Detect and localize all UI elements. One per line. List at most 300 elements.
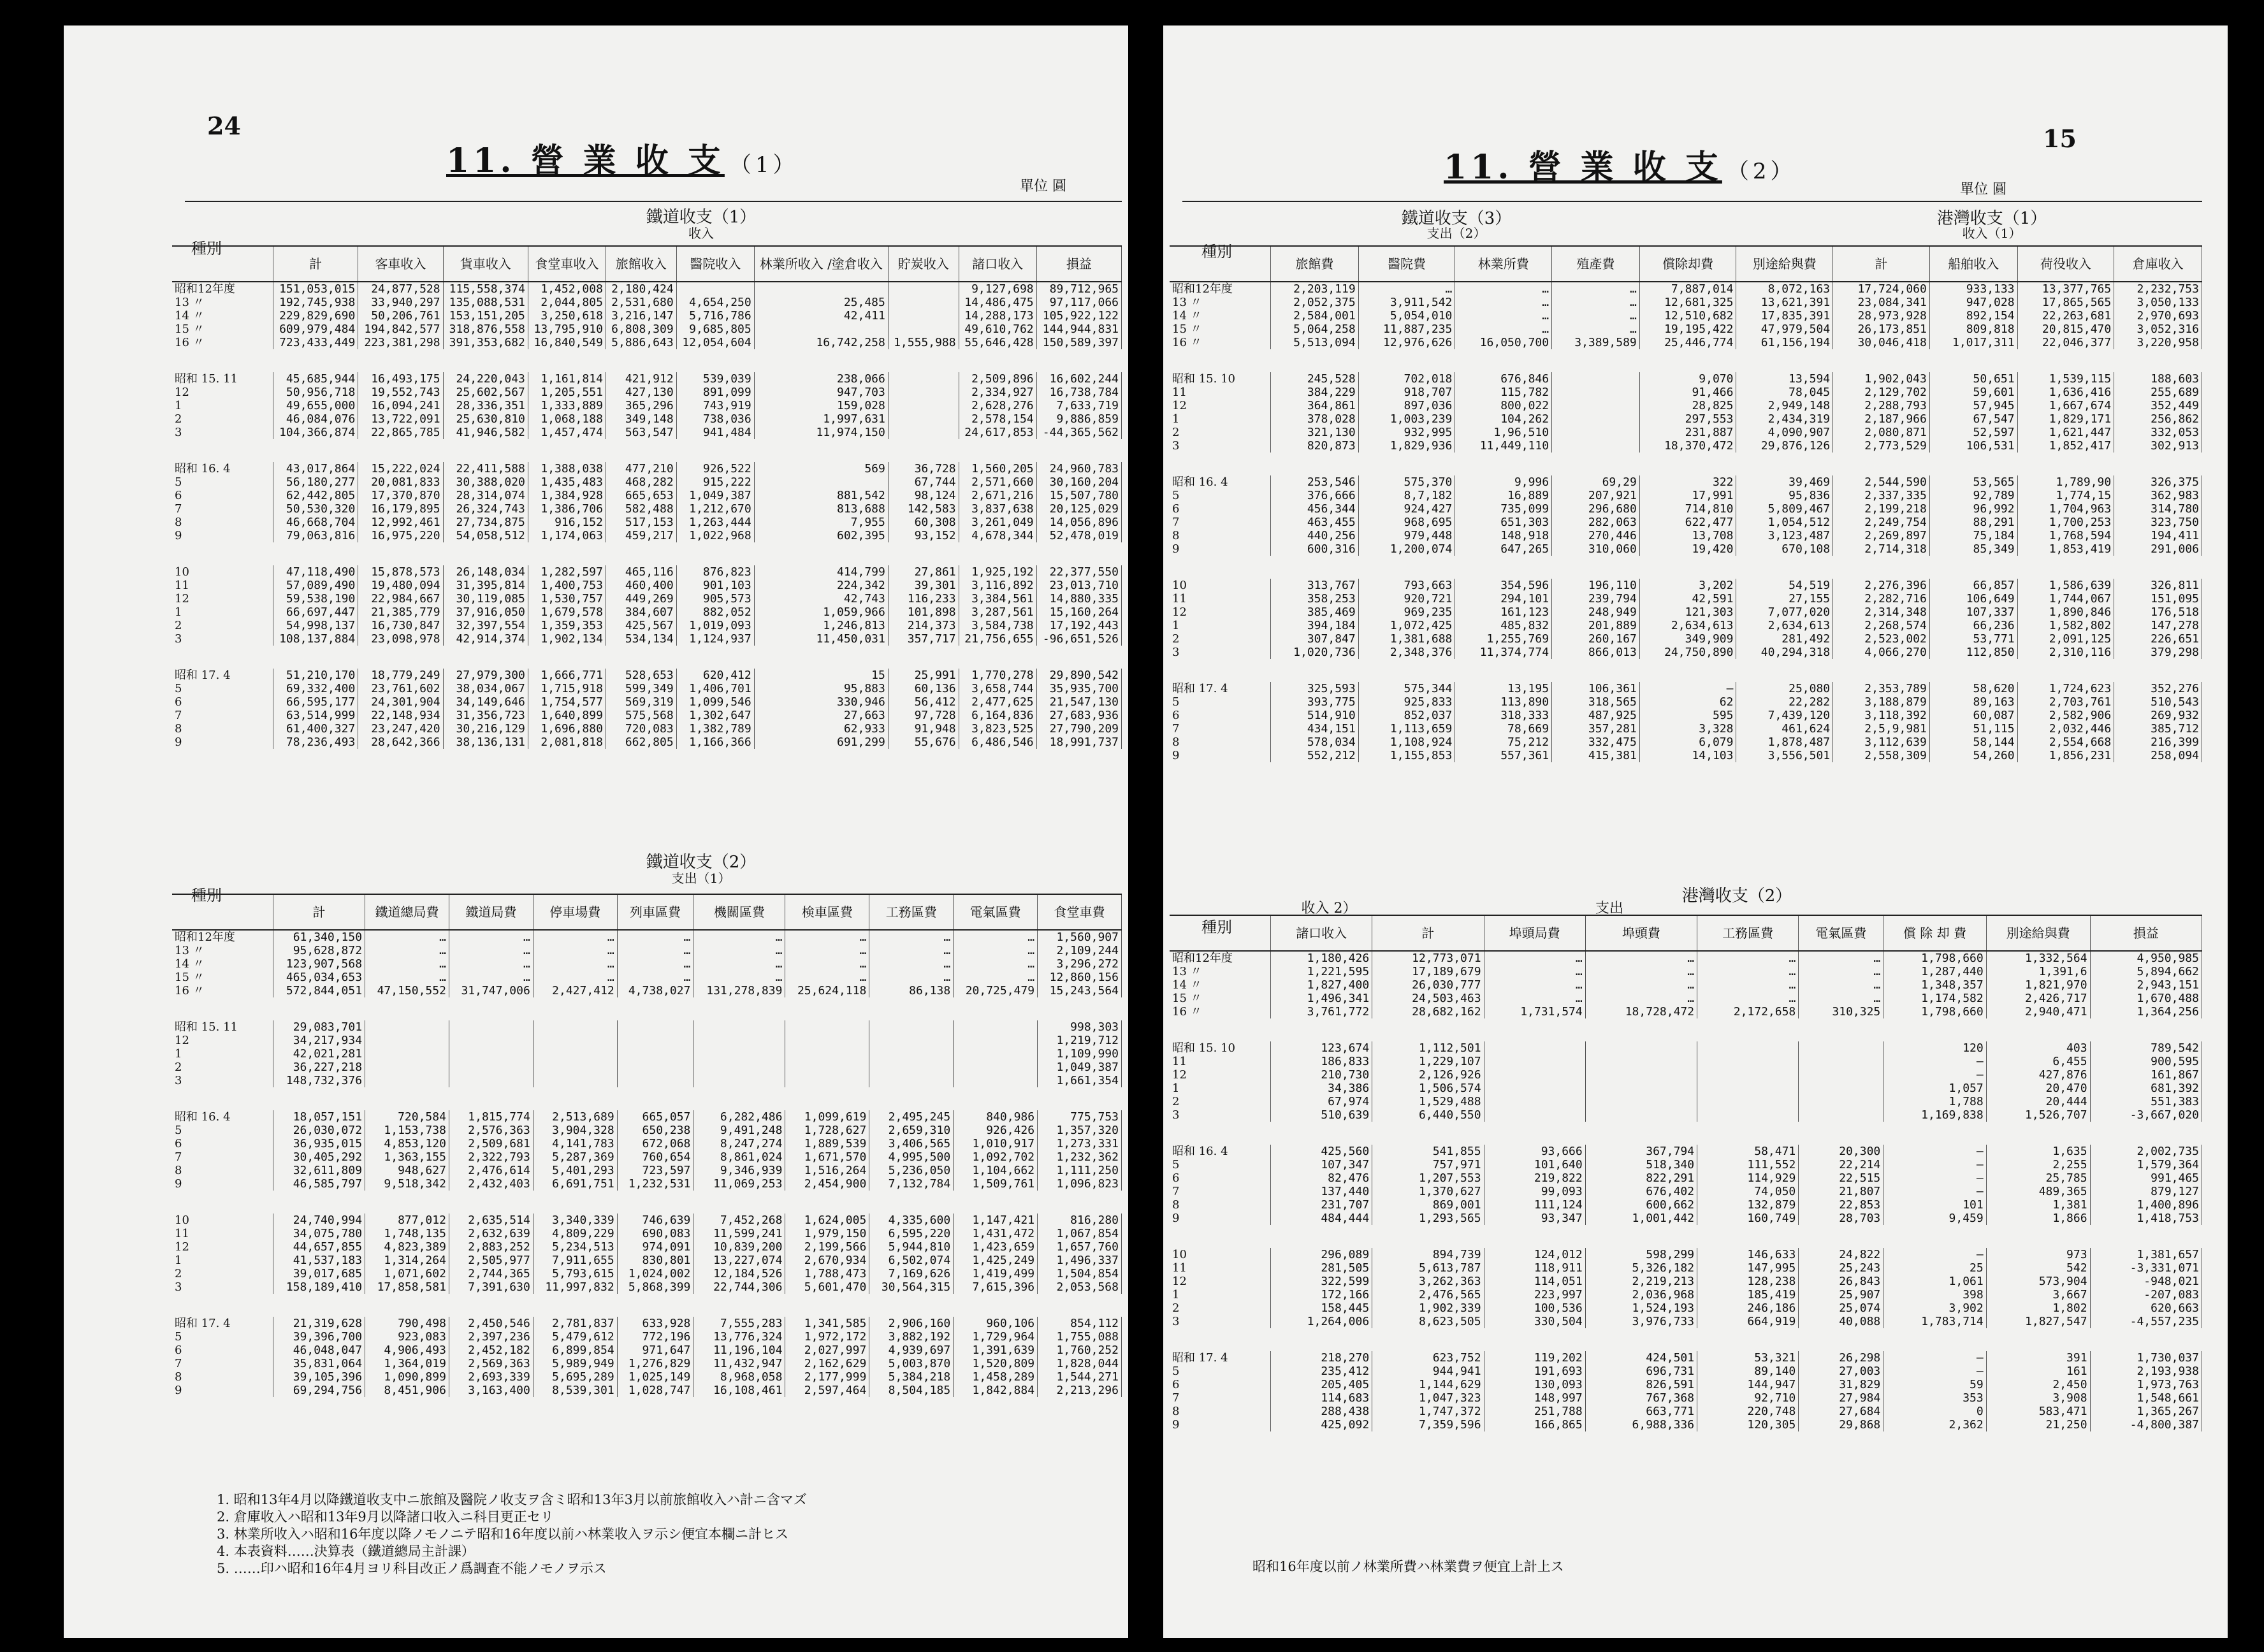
- table-cell: 487,925: [1552, 709, 1640, 722]
- table-row: [1170, 1068, 2202, 1082]
- table-cell: 52,597: [1929, 426, 2017, 439]
- table-cell: 24,617,853: [959, 426, 1036, 439]
- table-cell: 968,695: [1358, 516, 1455, 529]
- table-cell: 1,902,043: [1833, 372, 1930, 386]
- table-cell: 60,136: [888, 682, 959, 695]
- table-cell: 142,583: [888, 502, 959, 516]
- table-cell: 11,450,031: [754, 632, 888, 646]
- table-cell: 2,949,148: [1736, 399, 1833, 412]
- table-cell: 1,979,150: [785, 1227, 869, 1240]
- table-cell: 1,878,487: [1736, 735, 1833, 749]
- table-cell: 551,383: [2090, 1095, 2202, 1108]
- table-cell: 29,890,542: [1036, 669, 1121, 682]
- table-cell: 2,036,968: [1585, 1288, 1697, 1301]
- table-cell: 7,391,630: [449, 1280, 533, 1294]
- table-cell: 3,882,192: [869, 1330, 954, 1344]
- title-subtitle: （1）: [729, 152, 799, 178]
- table-cell: 19,195,422: [1639, 322, 1736, 336]
- table-cell: 1,504,854: [1038, 1267, 1122, 1280]
- table-cell: 0: [1883, 1405, 1986, 1418]
- table-cell: 79,063,816: [273, 529, 358, 542]
- table-cell: 2,081,818: [528, 735, 606, 749]
- table-cell: 352,449: [2114, 399, 2202, 412]
- header-row: [1170, 246, 2202, 282]
- table-cell: 923,083: [365, 1330, 449, 1344]
- table-cell: 1,636,416: [2017, 386, 2114, 399]
- table-cell: 16,179,895: [358, 502, 443, 516]
- table-cell: 3,761,772: [1271, 1005, 1372, 1018]
- table-cell: …: [1484, 951, 1585, 965]
- table-cell: 514,910: [1271, 709, 1359, 722]
- table-cell: [1585, 1108, 1697, 1122]
- table-cell: 2,276,396: [1833, 579, 1930, 592]
- column-header: 損益: [2090, 915, 2202, 951]
- column-header: 停車場費: [533, 894, 617, 930]
- table-cell: 25,080: [1736, 682, 1833, 695]
- table-cell: 6,808,309: [606, 322, 676, 336]
- table-cell: …: [1455, 282, 1552, 296]
- table-row: [172, 372, 1122, 386]
- table-cell: 421,912: [606, 372, 676, 386]
- table-row: [172, 516, 1122, 529]
- row-header: 種別: [1201, 243, 1232, 261]
- row-label: 5: [172, 682, 273, 695]
- table-cell: 7,955: [754, 516, 888, 529]
- table-cell: …: [785, 944, 869, 957]
- table-cell: 27,979,300: [443, 669, 528, 682]
- table-cell: 16,602,244: [1036, 372, 1121, 386]
- table-cell: 59: [1883, 1378, 1986, 1391]
- spacer-cell: [1170, 1018, 2202, 1041]
- table-cell: 2,635,514: [449, 1214, 533, 1227]
- table-cell: 583,471: [1986, 1405, 2090, 1418]
- table-cell: 1,530,757: [528, 592, 606, 605]
- table-cell: 148,732,376: [273, 1074, 365, 1087]
- table-cell: 2,883,252: [449, 1240, 533, 1254]
- table-cell: …: [1358, 282, 1455, 296]
- table-cell: 26,298: [1799, 1351, 1883, 1365]
- table-cell: …: [449, 930, 533, 944]
- table-cell: 16,742,258: [754, 336, 888, 349]
- table-cell: 201,889: [1552, 619, 1640, 632]
- row-spacer: [1170, 1122, 2202, 1145]
- table-cell: 13,621,391: [1736, 296, 1833, 309]
- table-cell: 21,756,655: [959, 632, 1036, 646]
- table-cell: 670,108: [1736, 542, 1833, 556]
- spacer-cell: [1170, 349, 2202, 372]
- row-label: 8: [172, 516, 273, 529]
- table-cell: 22,148,934: [358, 709, 443, 722]
- table-cell: 901,103: [676, 579, 754, 592]
- table-row: [1170, 1315, 2202, 1328]
- table-cell: 1,423,659: [954, 1240, 1038, 1254]
- table-cell: …: [449, 944, 533, 957]
- table-cell: 89,163: [1929, 695, 2017, 709]
- table-cell: 2,314,348: [1833, 605, 1930, 619]
- table-cell: 55,676: [888, 735, 959, 749]
- table-cell: 318,333: [1455, 709, 1552, 722]
- table-cell: 14,056,896: [1036, 516, 1121, 529]
- table-cell: 47,979,504: [1736, 322, 1833, 336]
- column-header: 電氣區費: [1799, 915, 1883, 951]
- table-row: [1170, 309, 2202, 322]
- table-cell: 30,046,418: [1833, 336, 1930, 349]
- table-cell: [1585, 1041, 1697, 1055]
- table-cell: 121,303: [1639, 605, 1736, 619]
- table-cell: 14,103: [1639, 749, 1736, 762]
- table-cell: [869, 1047, 954, 1061]
- table-cell: 8,7,182: [1358, 489, 1455, 502]
- table-cell: 1,229,107: [1372, 1055, 1484, 1068]
- table-cell: 91,466: [1639, 386, 1736, 399]
- table-cell: [617, 1074, 693, 1087]
- table-cell: 12,054,604: [676, 336, 754, 349]
- table-cell: [888, 372, 959, 386]
- row-label: 16 〃: [172, 984, 273, 997]
- table-cell: 6,486,546: [959, 735, 1036, 749]
- table-cell: [617, 1034, 693, 1047]
- table-cell: 28,682,162: [1372, 1005, 1484, 1018]
- table-cell: 111,124: [1484, 1198, 1585, 1212]
- table-cell: 20,725,479: [954, 984, 1038, 997]
- table-cell: 5,326,182: [1585, 1261, 1697, 1275]
- table-cell: 245,528: [1271, 372, 1359, 386]
- table-cell: 269,932: [2114, 709, 2202, 722]
- table-cell: 192,745,938: [273, 296, 358, 309]
- table-cell: 146,633: [1697, 1248, 1799, 1261]
- table-cell: 113,890: [1455, 695, 1552, 709]
- table-cell: 14,486,475: [959, 296, 1036, 309]
- table-cell: 1,370,627: [1372, 1185, 1484, 1198]
- table-cell: 239,794: [1552, 592, 1640, 605]
- table-cell: 5,868,399: [617, 1280, 693, 1294]
- table-cell: 229,829,690: [273, 309, 358, 322]
- table-cell: -3,331,071: [2090, 1261, 2202, 1275]
- table-cell: …: [1455, 296, 1552, 309]
- table-row: [172, 1034, 1122, 1047]
- table-cell: 148,918: [1455, 529, 1552, 542]
- table-cell: 897,036: [1358, 399, 1455, 412]
- table-cell: [754, 475, 888, 489]
- table-cell: [1484, 1055, 1585, 1068]
- table-cell: 101,898: [888, 605, 959, 619]
- column-header: 食堂車收入: [528, 246, 606, 282]
- table-cell: 11,374,774: [1455, 646, 1552, 659]
- table-cell: 925,833: [1358, 695, 1455, 709]
- table-cell: 384,607: [606, 605, 676, 619]
- table-cell: 2,513,689: [533, 1110, 617, 1124]
- table-cell: 948,627: [365, 1164, 449, 1177]
- table-cell: 18,370,472: [1639, 439, 1736, 453]
- table-cell: 256,862: [2114, 412, 2202, 426]
- table-row: [1170, 489, 2202, 502]
- table-cell: 1,866: [1986, 1212, 2090, 1225]
- table-cell: 50,206,761: [358, 309, 443, 322]
- table-cell: 114,683: [1271, 1391, 1372, 1405]
- table-cell: 2,126,926: [1372, 1068, 1484, 1082]
- table-cell: 42,743: [754, 592, 888, 605]
- table-cell: 42,591: [1639, 592, 1736, 605]
- column-header: 林業所收入 /塗倉收入: [754, 246, 888, 282]
- table-cell: 623,752: [1372, 1351, 1484, 1365]
- table-row: [172, 1061, 1122, 1074]
- table-cell: 600,316: [1271, 542, 1359, 556]
- row-label: 9: [172, 529, 273, 542]
- page-number: 24: [207, 112, 241, 140]
- table-row: [1170, 412, 2202, 426]
- table-cell: 7,439,120: [1736, 709, 1833, 722]
- table-cell: 3,908: [1986, 1391, 2090, 1405]
- table-cell: [1484, 1108, 1585, 1122]
- table-cell: 35,831,064: [273, 1357, 365, 1370]
- table-cell: 2,906,160: [869, 1317, 954, 1330]
- table-cell: 714,810: [1639, 502, 1736, 516]
- table-cell: 1,997,631: [754, 412, 888, 426]
- table-cell: 176,518: [2114, 605, 2202, 619]
- table-cell: 7,887,014: [1639, 282, 1736, 296]
- table-cell: 1,153,738: [365, 1124, 449, 1137]
- row-label: 6: [172, 695, 273, 709]
- table-cell: 97,728: [888, 709, 959, 722]
- table-cell: 3,050,133: [2114, 296, 2202, 309]
- table-cell: 427,876: [1986, 1068, 2090, 1082]
- table-cell: 1,544,271: [1038, 1370, 1122, 1384]
- row-label: 12: [172, 592, 273, 605]
- table-cell: [1552, 386, 1640, 399]
- table-cell: 27,663: [754, 709, 888, 722]
- table-cell: 1,109,990: [1038, 1047, 1122, 1061]
- table-row: [1170, 646, 2202, 659]
- table-cell: 13,776,324: [693, 1330, 785, 1344]
- table-row: [1170, 709, 2202, 722]
- row-label: 7: [172, 709, 273, 722]
- table-cell: 969,235: [1358, 605, 1455, 619]
- section-sub-banner: 支出: [1595, 901, 1623, 917]
- table-cell: 5,695,289: [533, 1370, 617, 1384]
- table-cell: 3,116,892: [959, 579, 1036, 592]
- table-cell: 1,200,074: [1358, 542, 1455, 556]
- table-cell: 104,262: [1455, 412, 1552, 426]
- table-cell: 2,213,296: [1038, 1384, 1122, 1397]
- table-cell: 3,584,738: [959, 619, 1036, 632]
- table-cell: 557,361: [1455, 749, 1552, 762]
- table-cell: 1,246,813: [754, 619, 888, 632]
- table-cell: 440,256: [1271, 529, 1359, 542]
- table-cell: 1,621,447: [2017, 426, 2114, 439]
- table-row: [1170, 978, 2202, 992]
- row-label: 9: [172, 735, 273, 749]
- table-cell: 1,219,712: [1038, 1034, 1122, 1047]
- table-cell: 1,827,400: [1271, 978, 1372, 992]
- table-cell: 609,979,484: [273, 322, 358, 336]
- row-label: 2: [172, 619, 273, 632]
- table-cell: 7,615,396: [954, 1280, 1038, 1294]
- table-cell: 7,169,626: [869, 1267, 954, 1280]
- table-cell: 3,823,525: [959, 722, 1036, 735]
- column-header: 電氣區費: [954, 894, 1038, 930]
- column-header: 損益: [1036, 246, 1121, 282]
- table-cell: [1799, 1108, 1883, 1122]
- table-cell: 12,773,071: [1372, 951, 1484, 965]
- table-cell: …: [1484, 978, 1585, 992]
- table-cell: 314,780: [2114, 502, 2202, 516]
- table-cell: 17,370,870: [358, 489, 443, 502]
- row-spacer: [172, 997, 1122, 1020]
- table-cell: 905,573: [676, 592, 754, 605]
- table-cell: 28,642,366: [358, 735, 443, 749]
- table-cell: [365, 1034, 449, 1047]
- table-cell: 1,827,547: [1986, 1315, 2090, 1328]
- table-cell: 86,138: [869, 984, 954, 997]
- table-cell: 354,596: [1455, 579, 1552, 592]
- table-cell: 31,356,723: [443, 709, 528, 722]
- row-label: 1: [1170, 619, 1271, 632]
- table-cell: 633,928: [617, 1317, 693, 1330]
- row-label: 8: [1170, 735, 1271, 749]
- table-cell: 1,452,008: [528, 282, 606, 296]
- table-cell: 1,829,171: [2017, 412, 2114, 426]
- table-row: [172, 605, 1122, 619]
- spacer-cell: [172, 542, 1122, 565]
- table-cell: [1697, 1082, 1799, 1095]
- table-cell: 27,861: [888, 565, 959, 579]
- table-cell: 1,679,578: [528, 605, 606, 619]
- header-row: [172, 894, 1122, 930]
- table-cell: 353: [1883, 1391, 1986, 1405]
- table-row: [172, 695, 1122, 709]
- table-cell: …: [1552, 309, 1640, 322]
- table-cell: [754, 282, 888, 296]
- table-cell: 1,661,354: [1038, 1074, 1122, 1087]
- table-cell: 563,547: [606, 426, 676, 439]
- table-cell: …: [785, 930, 869, 944]
- table-cell: 22,046,377: [2017, 336, 2114, 349]
- column-header: 検車區費: [785, 894, 869, 930]
- table-cell: 3,287,561: [959, 605, 1036, 619]
- table-cell: 6,595,220: [869, 1227, 954, 1240]
- table-cell: 1,724,623: [2017, 682, 2114, 695]
- table-cell: 22,515: [1799, 1171, 1883, 1185]
- table-cell: 107,347: [1271, 1158, 1372, 1171]
- table-cell: 1,798,660: [1883, 1005, 1986, 1018]
- table-cell: 17,858,581: [365, 1280, 449, 1294]
- table-cell: 449,269: [606, 592, 676, 605]
- table-cell: 2,353,789: [1833, 682, 1930, 695]
- table-cell: 1,635: [1986, 1145, 2090, 1158]
- table-cell: …: [1585, 978, 1697, 992]
- table-cell: 2,199,218: [1833, 502, 1930, 516]
- table-cell: 13,708: [1639, 529, 1736, 542]
- row-label: 5: [172, 1330, 273, 1344]
- table-cell: 1,155,853: [1358, 749, 1455, 762]
- table-cell: [1552, 412, 1640, 426]
- table-cell: …: [1585, 951, 1697, 965]
- row-label: 8: [172, 1370, 273, 1384]
- table-cell: 1,017,311: [1929, 336, 2017, 349]
- table-cell: 60,087: [1929, 709, 2017, 722]
- table-cell: 352,276: [2114, 682, 2202, 695]
- table-row: [172, 1227, 1122, 1240]
- row-spacer: [172, 646, 1122, 669]
- table-cell: 991,465: [2090, 1171, 2202, 1185]
- table-cell: 4,090,907: [1736, 426, 1833, 439]
- table-cell: 322: [1639, 475, 1736, 489]
- table-cell: 723,597: [617, 1164, 693, 1177]
- table-cell: 484,444: [1271, 1212, 1372, 1225]
- table-cell: -4,800,387: [2090, 1418, 2202, 1431]
- table-cell: 56,412: [888, 695, 959, 709]
- table-cell: 3,667: [1986, 1288, 2090, 1301]
- table-cell: 882,052: [676, 605, 754, 619]
- header-row: [1170, 915, 2202, 951]
- row-label: 14 〃: [1170, 978, 1271, 992]
- table-cell: [1585, 1055, 1697, 1068]
- row-label: 6: [1170, 709, 1271, 722]
- table-cell: 9,491,248: [693, 1124, 785, 1137]
- table-cell: —: [1883, 1351, 1986, 1365]
- table-row: [172, 682, 1122, 695]
- row-label: 3: [172, 1280, 273, 1294]
- table-cell: 3,118,392: [1833, 709, 1930, 722]
- table-cell: 2,509,681: [449, 1137, 533, 1150]
- table-cell: 1,025,149: [617, 1370, 693, 1384]
- table-cell: [365, 1074, 449, 1087]
- table-cell: 61,340,150: [273, 930, 365, 944]
- table-cell: 20,125,029: [1036, 502, 1121, 516]
- table-cell: 349,148: [606, 412, 676, 426]
- spacer-cell: [1170, 1122, 2202, 1145]
- table-cell: 89,140: [1697, 1365, 1799, 1378]
- table-row: [172, 282, 1122, 296]
- row-label: 7: [1170, 1391, 1271, 1405]
- table-cell: 6,691,751: [533, 1177, 617, 1191]
- table-cell: 1,003,239: [1358, 412, 1455, 426]
- table-cell: 39,017,685: [273, 1267, 365, 1280]
- table-cell: [1799, 1041, 1883, 1055]
- table-cell: 518,340: [1585, 1158, 1697, 1171]
- table-cell: [1697, 1108, 1799, 1122]
- table-cell: 790,498: [365, 1317, 449, 1330]
- table-cell: …: [869, 944, 954, 957]
- table-cell: 92,710: [1697, 1391, 1799, 1405]
- table-cell: 746,639: [617, 1214, 693, 1227]
- table-cell: 1,524,193: [1585, 1301, 1697, 1315]
- table-cell: 3,112,639: [1833, 735, 1930, 749]
- table-cell: 1,364,019: [365, 1357, 449, 1370]
- table-cell: 66,697,447: [273, 605, 358, 619]
- table-cell: 21,385,779: [358, 605, 443, 619]
- row-label: 8: [172, 1164, 273, 1177]
- table-cell: [785, 1061, 869, 1074]
- table-cell: 6,899,854: [533, 1344, 617, 1357]
- table-cell: -207,083: [2090, 1288, 2202, 1301]
- table-cell: 13,722,091: [358, 412, 443, 426]
- row-label: 昭和12年度: [1170, 951, 1271, 965]
- table-cell: 2,268,574: [1833, 619, 1930, 632]
- table-cell: 960,106: [954, 1317, 1038, 1330]
- table-row: [172, 592, 1122, 605]
- table-cell: [954, 1020, 1038, 1034]
- column-header: 別途給與費: [1736, 246, 1833, 282]
- table-cell: …: [954, 944, 1038, 957]
- table-cell: [1484, 1041, 1585, 1055]
- table-cell: 2,187,966: [1833, 412, 1930, 426]
- table-cell: 1,348,357: [1883, 978, 1986, 992]
- left-page: [64, 25, 1128, 1638]
- table-cell: 1,099,619: [785, 1110, 869, 1124]
- table-cell: 42,411: [754, 309, 888, 322]
- table-cell: 29,876,126: [1736, 439, 1833, 453]
